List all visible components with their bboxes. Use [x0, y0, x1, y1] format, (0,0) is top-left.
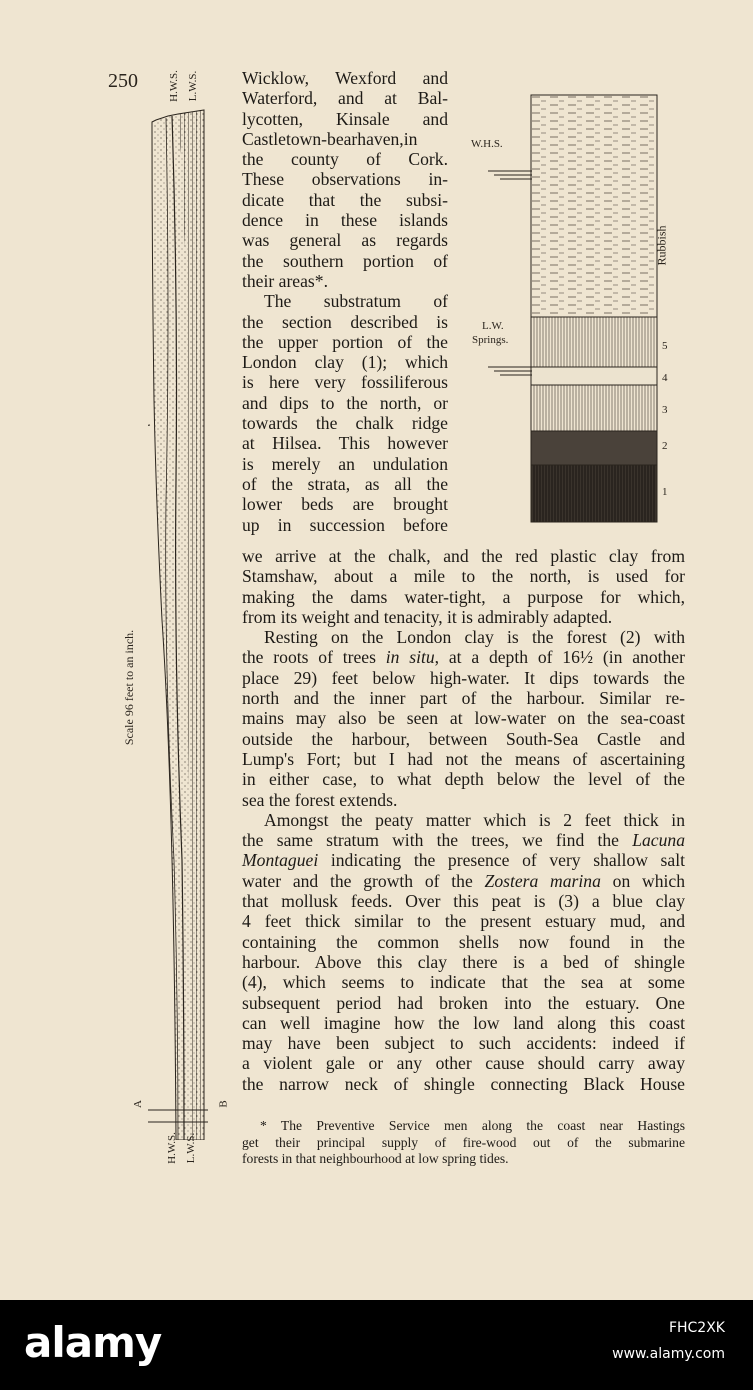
text-line: dicate that the subsi-: [242, 189, 448, 210]
text-line: Resting on the London clay is the forest (2) with: [264, 627, 685, 648]
layer-4-label: 4: [662, 372, 668, 384]
text-line: may have been subject to such accidents: indeed if: [242, 1033, 685, 1054]
wide-text-column: [242, 546, 685, 1094]
layer-5-label: 5: [662, 340, 668, 352]
top-hws-label: H.W.S.: [167, 70, 180, 102]
text-line: and dips to the north, or: [242, 392, 448, 413]
text-line: Lump's Fort; but I had not the means of ascertaining: [242, 748, 685, 769]
italic-term: Montaguei: [242, 850, 319, 871]
text-line: of the strata, as all the: [242, 473, 448, 494]
text-line: was general as regards: [242, 230, 448, 251]
text-line: that mollusk feeds. Over this peat is (3) a blue clay: [242, 891, 685, 912]
strata-drawing: [530, 94, 660, 524]
text-line: towards the chalk ridge: [242, 413, 448, 434]
text-line: can well imagine how the low land along this coast: [242, 1012, 685, 1033]
text-line: containing the common shells now found in the: [242, 931, 685, 952]
layer-1-label: 1: [662, 486, 668, 498]
italic-term: Lacuna: [632, 830, 685, 851]
footnote: [242, 1118, 685, 1168]
text-line: These observations in-: [242, 169, 448, 190]
text-line: Stamshaw, about a mile to the north, is used for: [242, 566, 685, 587]
text-line: dence in these islands: [242, 210, 448, 231]
rubbish-label: Rubbish: [654, 225, 669, 266]
text-line: London clay (1); which: [242, 352, 448, 373]
text-line: is here very fossiliferous: [242, 372, 448, 393]
alamy-logo: alamy: [24, 1318, 162, 1367]
section-drawing: [148, 100, 208, 1140]
text-line: [242, 871, 685, 891]
text-line: lower beds are brought: [242, 494, 448, 515]
text-run: indicating the presence of very shallow salt: [318, 850, 685, 871]
text-line: the section described is: [242, 311, 448, 332]
text-line: subsequent period had broken into the estuary. One: [242, 992, 685, 1013]
text-line: north and the inner part of the harbour. Similar re-: [242, 688, 685, 709]
text-line: from its weight and tenacity, it is admirably adapted.: [242, 606, 613, 627]
text-line: mains may also be seen at low-water on the sea-coast: [242, 708, 685, 729]
top-lws-label: L.W.S.: [187, 70, 200, 102]
bottom-lws-label: L.W.S.: [185, 1132, 198, 1164]
text-line: place 29) feet below high-water. It dips towards the: [242, 667, 685, 688]
text-line: [242, 850, 685, 870]
text-line: at Hilsea. This however: [242, 433, 448, 454]
narrow-text-column: [242, 68, 448, 535]
scale-label: Scale 96 feet to an inch.: [122, 629, 137, 746]
footnote-line: get their principal supply of fire-wood out of the submarine: [242, 1134, 685, 1150]
text-line: the county of Cork.: [242, 149, 448, 170]
italic-term: Zostera marina: [484, 870, 601, 891]
text-line: the upper portion of the: [242, 331, 448, 352]
text-line: sea the forest extends.: [242, 789, 398, 810]
italic-term: in situ: [385, 647, 435, 668]
text-run: , at a depth of 16½ (in another: [434, 647, 685, 668]
bottom-hws-label: H.W.S.: [165, 1132, 178, 1164]
layer-2-label: 2: [662, 440, 668, 452]
text-line: is merely an undulation: [242, 453, 448, 474]
whs-label: W.H.S.: [471, 138, 503, 150]
text-line: Wicklow, Wexford and: [242, 68, 448, 88]
text-line: the southern portion of: [242, 250, 448, 271]
text-line: their areas*.: [242, 270, 328, 291]
text-line: Amongst the peaty matter which is 2 feet thick in: [264, 809, 685, 830]
lw-label: L.W.: [482, 320, 504, 332]
footnote-line: forests in that neighbourhood at low spring tides.: [242, 1151, 509, 1166]
text-line: Castletown-bearhaven,in: [242, 128, 418, 149]
springs-label: Springs.: [472, 334, 509, 346]
text-run: on which: [600, 870, 686, 891]
text-line: (4), which seems to indicate that the sea at some: [242, 972, 685, 993]
text-line: The substratum of: [264, 291, 448, 312]
image-id: FHC2XK: [668, 1320, 725, 1336]
text-line: making the dams water-tight, a purpose for which,: [242, 586, 685, 607]
text-line: up in succession before: [242, 514, 448, 535]
text-run: the same stratum with the trees, we find the: [242, 830, 633, 851]
marker-b: B: [217, 1100, 230, 1108]
text-run: the roots of trees: [242, 647, 386, 668]
text-line: we arrive at the chalk, and the red plastic clay from: [242, 546, 685, 566]
text-run: water and the growth of the: [242, 870, 485, 891]
layer-3-label: 3: [662, 404, 668, 416]
lw-water-line: [488, 364, 532, 380]
site-url: www.alamy.com: [612, 1346, 725, 1362]
vertical-section-diagram: [148, 100, 208, 1145]
whs-water-line: [488, 168, 532, 184]
text-line: in either case, to what depth below the level of the: [242, 769, 685, 790]
text-line: [242, 830, 685, 850]
strata-diagram: [530, 94, 660, 529]
text-line: a violent gale or any other cause should carry away: [242, 1053, 685, 1074]
marker-a: A: [131, 1100, 144, 1108]
footnote-line: * The Preventive Service men along the coast near Hastings: [260, 1118, 685, 1133]
text-line: harbour. Above this clay there is a bed of shingle: [242, 951, 685, 972]
text-line: [242, 647, 685, 667]
text-line: 4 feet thick similar to the present estuary mud, and: [242, 911, 685, 932]
page-number: 250: [108, 70, 138, 92]
text-line: the narrow neck of shingle connecting Black House: [242, 1073, 685, 1094]
text-line: Waterford, and at Bal-: [242, 88, 448, 109]
text-line: outside the harbour, between South-Sea Castle and: [242, 728, 685, 749]
text-line: lycotten, Kinsale and: [242, 108, 448, 129]
